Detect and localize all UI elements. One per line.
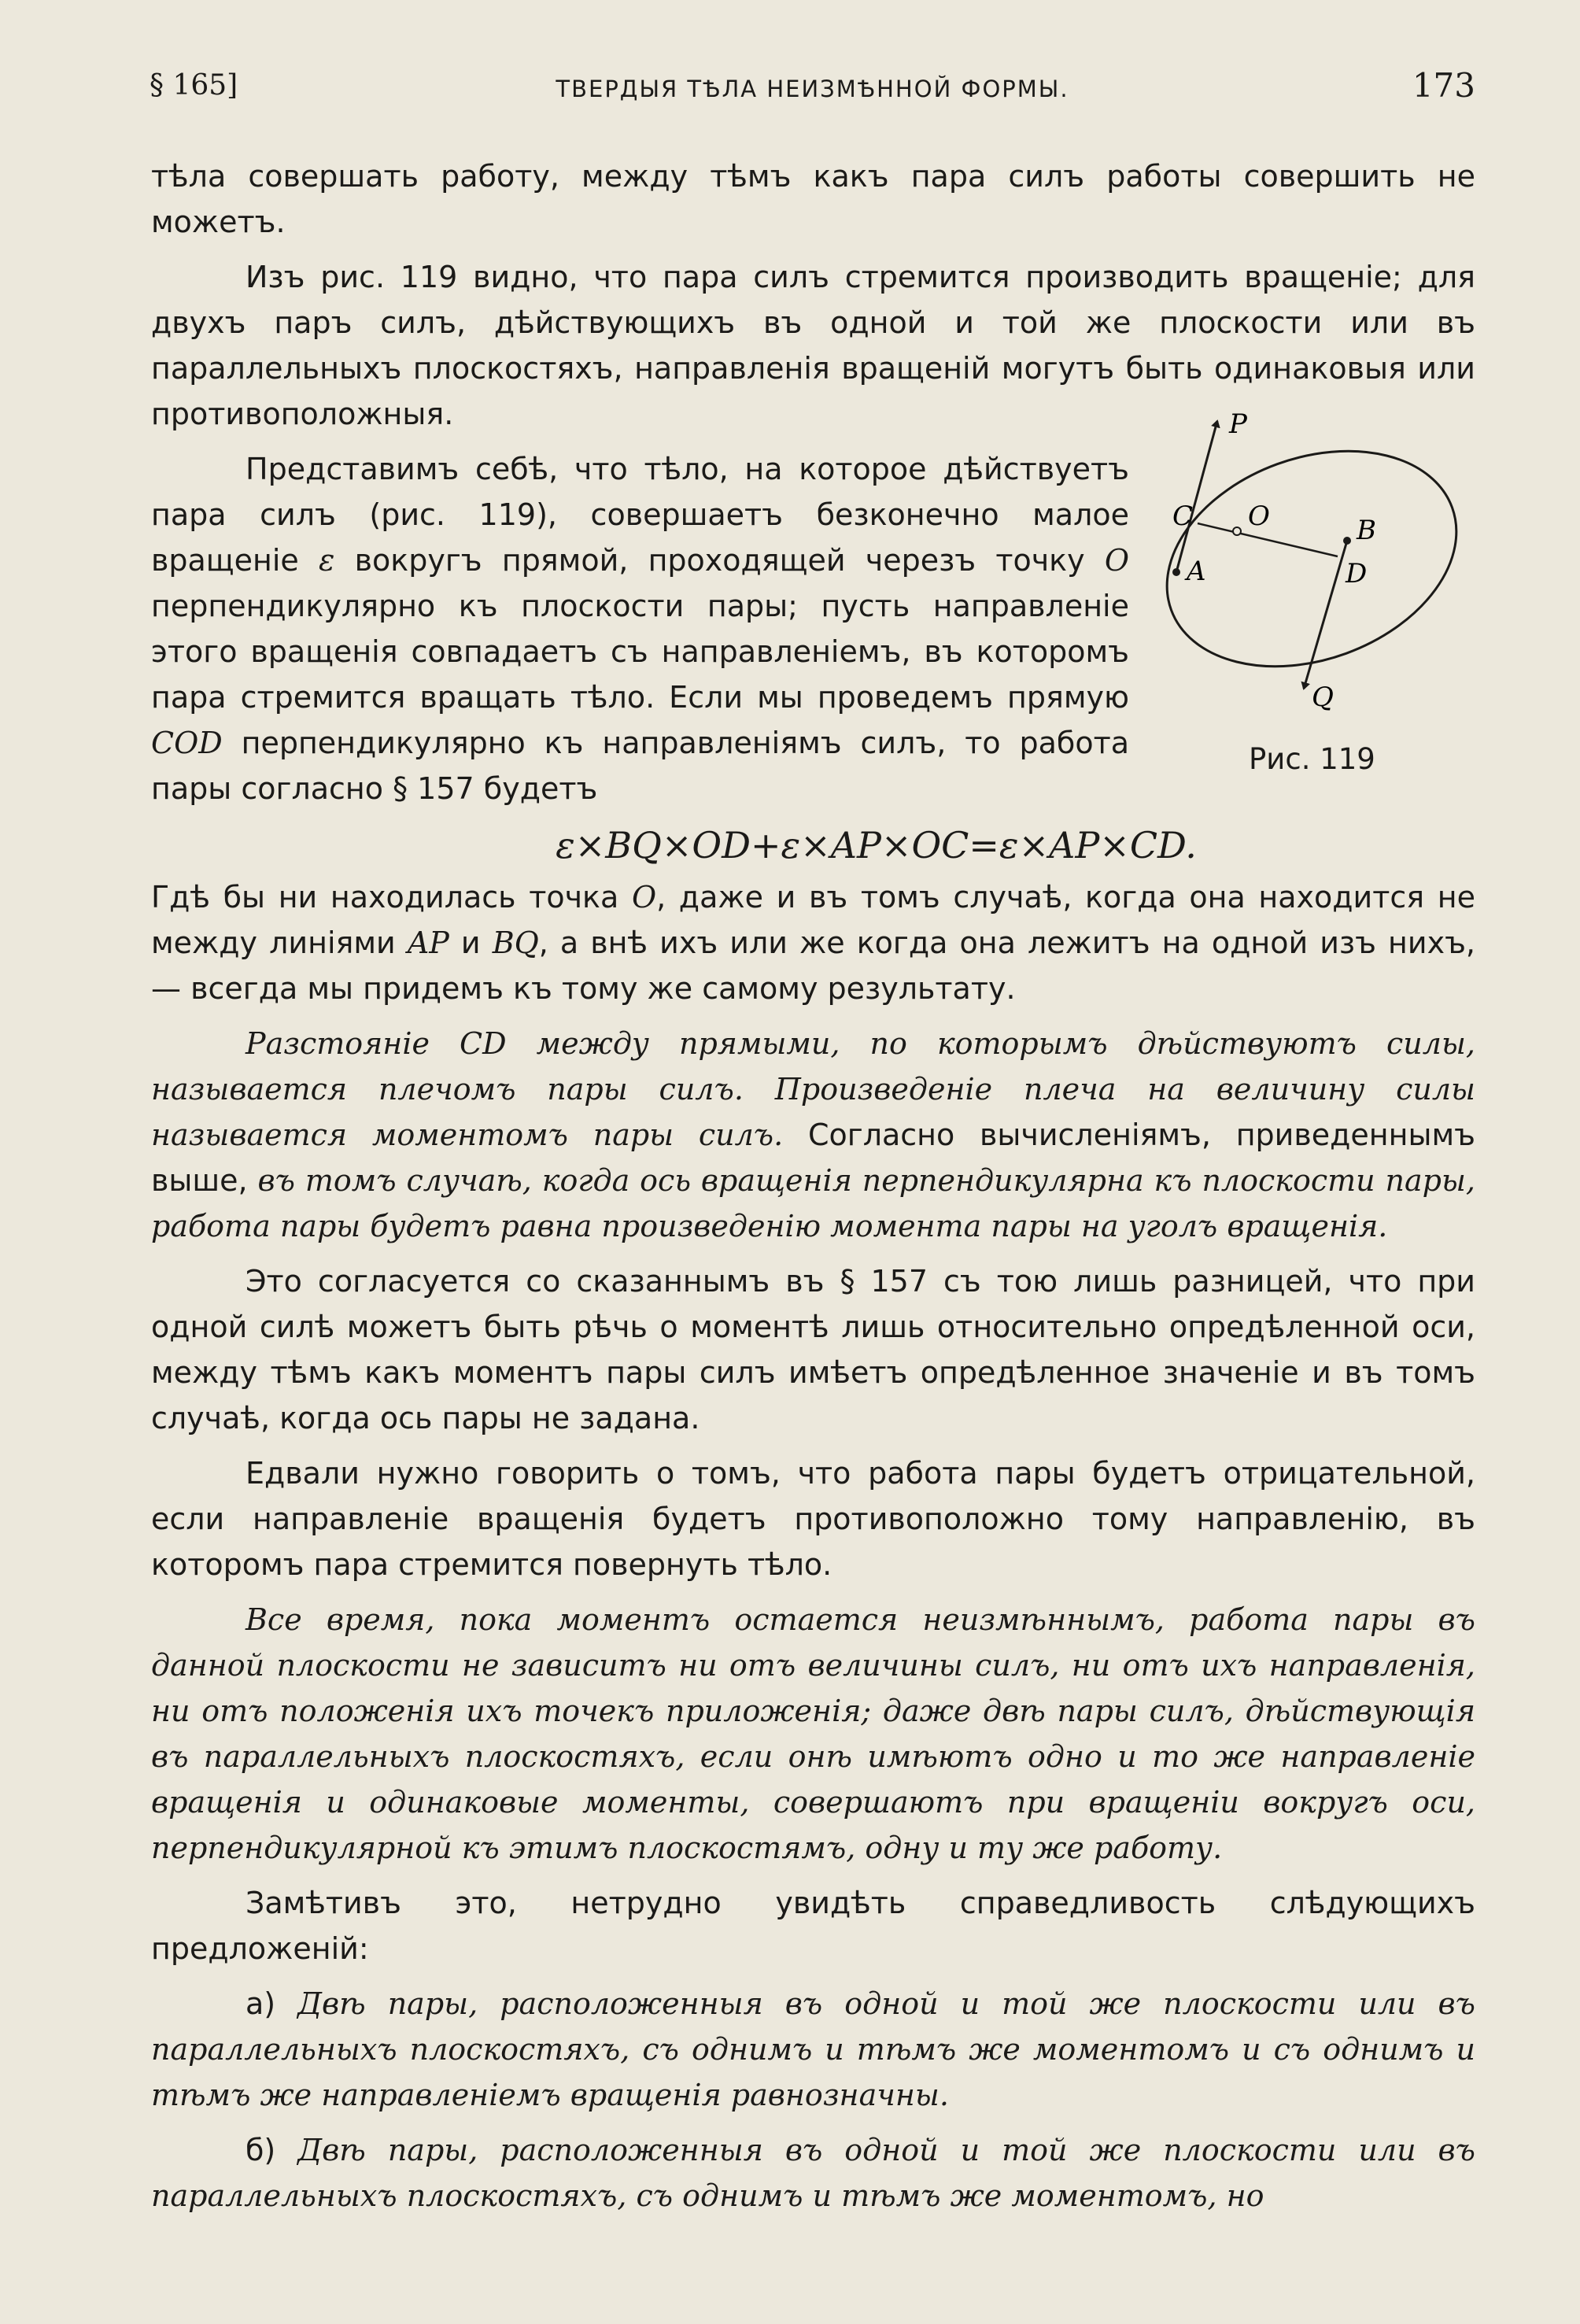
p4-point-o: O bbox=[631, 880, 657, 914]
p4-line-ap: AP bbox=[407, 926, 449, 960]
label-p: P bbox=[1229, 408, 1247, 440]
section-number: § 165] bbox=[150, 69, 238, 102]
paragraph-2-text: Изъ рис. 119 видно, что пара силъ стремится производить вращеніе; для двухъ паръ силъ, дѣйствующихъ въ одной и той же плоскости или въ параллельныхъ плоскостяхъ, направленія вращеній могутъ быть одинаковыя или противоположныя. bbox=[151, 260, 1475, 431]
p5-definition: Разстояніе CD между прямыми, по которымъ дѣйствуютъ силы, называется плечомъ пары силъ. Произведеніе плеча на величину силы называется моментомъ пары силъ. bbox=[151, 1026, 1475, 1152]
label-c: C bbox=[1172, 501, 1194, 532]
label-o: O bbox=[1248, 501, 1270, 532]
p4-text-c: и bbox=[449, 926, 493, 960]
p4-line-bq: BQ bbox=[492, 926, 539, 960]
paragraph-4 bbox=[151, 874, 1475, 1011]
page-number: 173 bbox=[1412, 66, 1475, 105]
label-a: A bbox=[1187, 556, 1206, 587]
p4-text-d: , а внѣ ихъ или же когда она лежитъ на одной изъ нихъ, — всегда мы придемъ къ тому же самому результату. bbox=[151, 926, 1476, 1006]
p4-text-a: Гдѣ бы ни находилась точка bbox=[151, 880, 632, 914]
proposition-b bbox=[151, 2127, 1475, 2219]
paragraph-3 bbox=[151, 446, 1129, 811]
p3-line-cod: COD bbox=[151, 726, 223, 760]
p4-text-b: , даже и въ томъ случаѣ, когда она находится не между линіями bbox=[151, 880, 1476, 960]
proposition-a-text: Двѣ пары, расположенныя въ одной и той же плоскости или въ параллельныхъ плоскостяхъ, съ однимъ и тѣмъ же моментомъ и съ однимъ и тѣмъ же направленіемъ вращенія равнозначны. bbox=[151, 1986, 1475, 2112]
p3-text-b: вокругъ прямой, проходящей черезъ точку bbox=[334, 543, 1105, 578]
p3-text-c: перпендикулярно къ плоскости пары; пусть направленіе этого вращенія совпадаетъ съ направленіемъ, въ которомъ пара стремится вращать тѣло. Если мы проведемъ прямую bbox=[151, 589, 1129, 715]
p3-text-a: Представимъ себѣ, что тѣло, на которое дѣйствуетъ пара силъ (рис. 119), совершаетъ безконечно малое вращеніе bbox=[151, 452, 1129, 578]
work-formula: ε×BQ×OD+ε×AP×OC=ε×AP×CD. bbox=[556, 824, 1197, 866]
running-title: ТВЕРДЫЯ ТѢЛА НЕИЗМѢННОЙ ФОРМЫ. bbox=[556, 76, 1069, 102]
proposition-b-label: б) bbox=[245, 2133, 276, 2167]
paragraph-8: Все время, пока моментъ остается неизмѣннымъ, работа пары въ данной плоскости не зависитъ ни отъ величины силъ, ни отъ ихъ направленія, ни отъ положенія ихъ точекъ приложенія; даже двѣ пары силъ, дѣйствующія въ параллельныхъ плоскостяхъ, если онѣ имѣютъ одно и то же направленіе вращенія и одинаковые моменты, совершаютъ при вращеніи вокругъ оси, перпендикулярной къ этимъ плоскостямъ, одну и ту же работу. bbox=[151, 1602, 1475, 1865]
label-d: D bbox=[1346, 558, 1368, 589]
paragraph-6: Это согласуется со сказаннымъ въ § 157 съ тою лишь разницей, что при одной силѣ можетъ быть рѣчь о моментѣ лишь относительно опредѣленной оси, между тѣмъ какъ моментъ пары силъ имѣетъ опредѣленное значеніе и въ томъ случаѣ, когда ось пары не задана. bbox=[151, 1264, 1475, 1435]
p3-point-o: O bbox=[1104, 543, 1130, 578]
paragraph-5 bbox=[151, 1021, 1475, 1249]
paragraph-1: тѣла совершать работу, между тѣмъ какъ пара силъ работы совершить не можетъ. bbox=[151, 159, 1475, 239]
paragraph-7: Едвали нужно говорить о томъ, что работа пары будетъ отрицательной, если направленіе вращенія будетъ противоположно тому направленію, въ которомъ пара стремится повернуть тѣло. bbox=[151, 1456, 1475, 1582]
p5-conclusion: въ томъ случаѣ, когда ось вращенія перпендикулярна къ плоскости пары, работа пары будетъ равна произведенію момента пары на уголъ вращенія. bbox=[151, 1163, 1475, 1243]
proposition-a bbox=[151, 1981, 1475, 2118]
proposition-b-text: Двѣ пары, расположенныя въ одной и той же плоскости или въ параллельныхъ плоскостяхъ, съ однимъ и тѣмъ же моментомъ, но bbox=[151, 2133, 1475, 2213]
p3-text-d: перпендикулярно къ направленіямъ силъ, то работа пары согласно § 157 будетъ bbox=[151, 726, 1129, 806]
running-header bbox=[150, 61, 1475, 109]
label-q: Q bbox=[1312, 682, 1334, 713]
paragraph-2 bbox=[151, 254, 1475, 437]
label-b: B bbox=[1357, 515, 1376, 546]
p3-epsilon: ε bbox=[318, 543, 335, 578]
page-body bbox=[151, 153, 1475, 2228]
proposition-a-label: а) bbox=[245, 1986, 276, 2021]
figure-caption: Рис. 119 bbox=[1249, 742, 1375, 776]
p5-text-b: Согласно вычисленіямъ, приведеннымъ выше, bbox=[151, 1118, 1475, 1198]
paragraph-9: Замѣтивъ это, нетрудно увидѣть справедливость слѣдующихъ предложеній: bbox=[151, 1886, 1475, 1966]
